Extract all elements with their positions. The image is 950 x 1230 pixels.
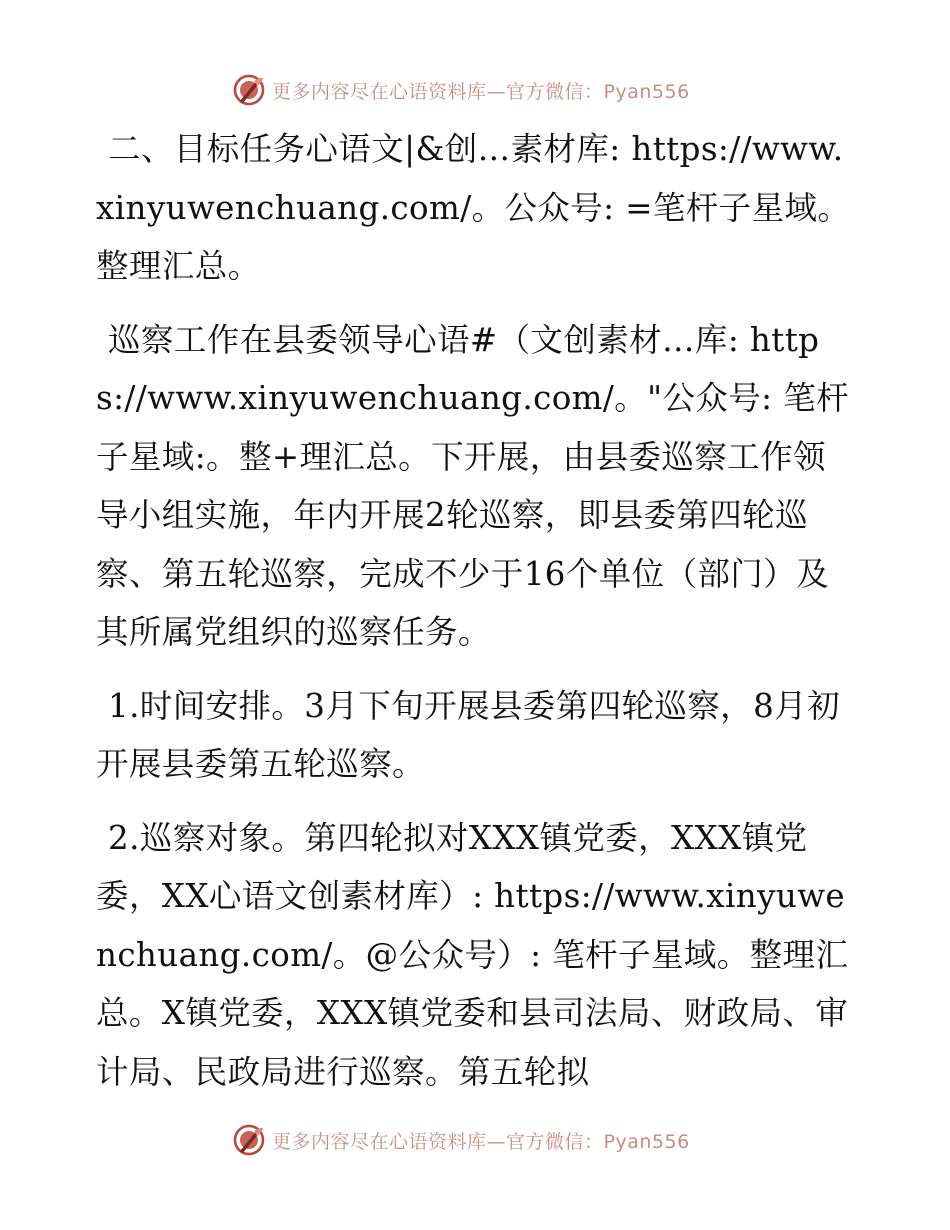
quill-seal-logo-icon xyxy=(232,73,266,107)
header-banner-text: 更多内容尽在心语资料库—官方微信：Pyan556 xyxy=(272,80,690,103)
footer-banner-text: 更多内容尽在心语资料库—官方微信：Pyan556 xyxy=(272,1130,690,1153)
footer-watermark-banner xyxy=(232,1120,752,1160)
header-watermark-banner xyxy=(232,70,752,110)
quill-seal-logo-icon xyxy=(232,1123,266,1157)
document-body xyxy=(96,120,856,1116)
paragraph-inspection-overview: 巡察工作在县委领导心语#（文创素材…库: https://www.xinyuwenchuang.com/。"公众号: 笔杆子星域:。整+理汇总。下开展，由县委巡察工作领导小组实施，年内开展2轮巡察，即县委第四轮巡察、第五轮巡察，完成不少于16个单位（部门）及其所属党组织的巡察任务。 xyxy=(96,320,850,651)
paragraph-goal-task: 二、目标任务心语文|&创…素材库: https://www.xinyuwenchuang.com/。公众号: =笔杆子星域。整理汇总。 xyxy=(96,130,851,285)
paragraph-schedule: 1.时间安排。3月下旬开展县委第四轮巡察，8月初开展县委第五轮巡察。 xyxy=(96,686,840,783)
paragraph-inspection-targets: 2.巡察对象。第四轮拟对XXX镇党委，XXX镇党委，XX心语文创素材库）: https://www.xinyuwenchuang.com/。@公众号）: 笔杆子星域。整理汇总。X镇党委，XXX镇党委和县司法局、财政局、审计局、民政局进行巡察。第五轮拟 xyxy=(96,818,849,1091)
